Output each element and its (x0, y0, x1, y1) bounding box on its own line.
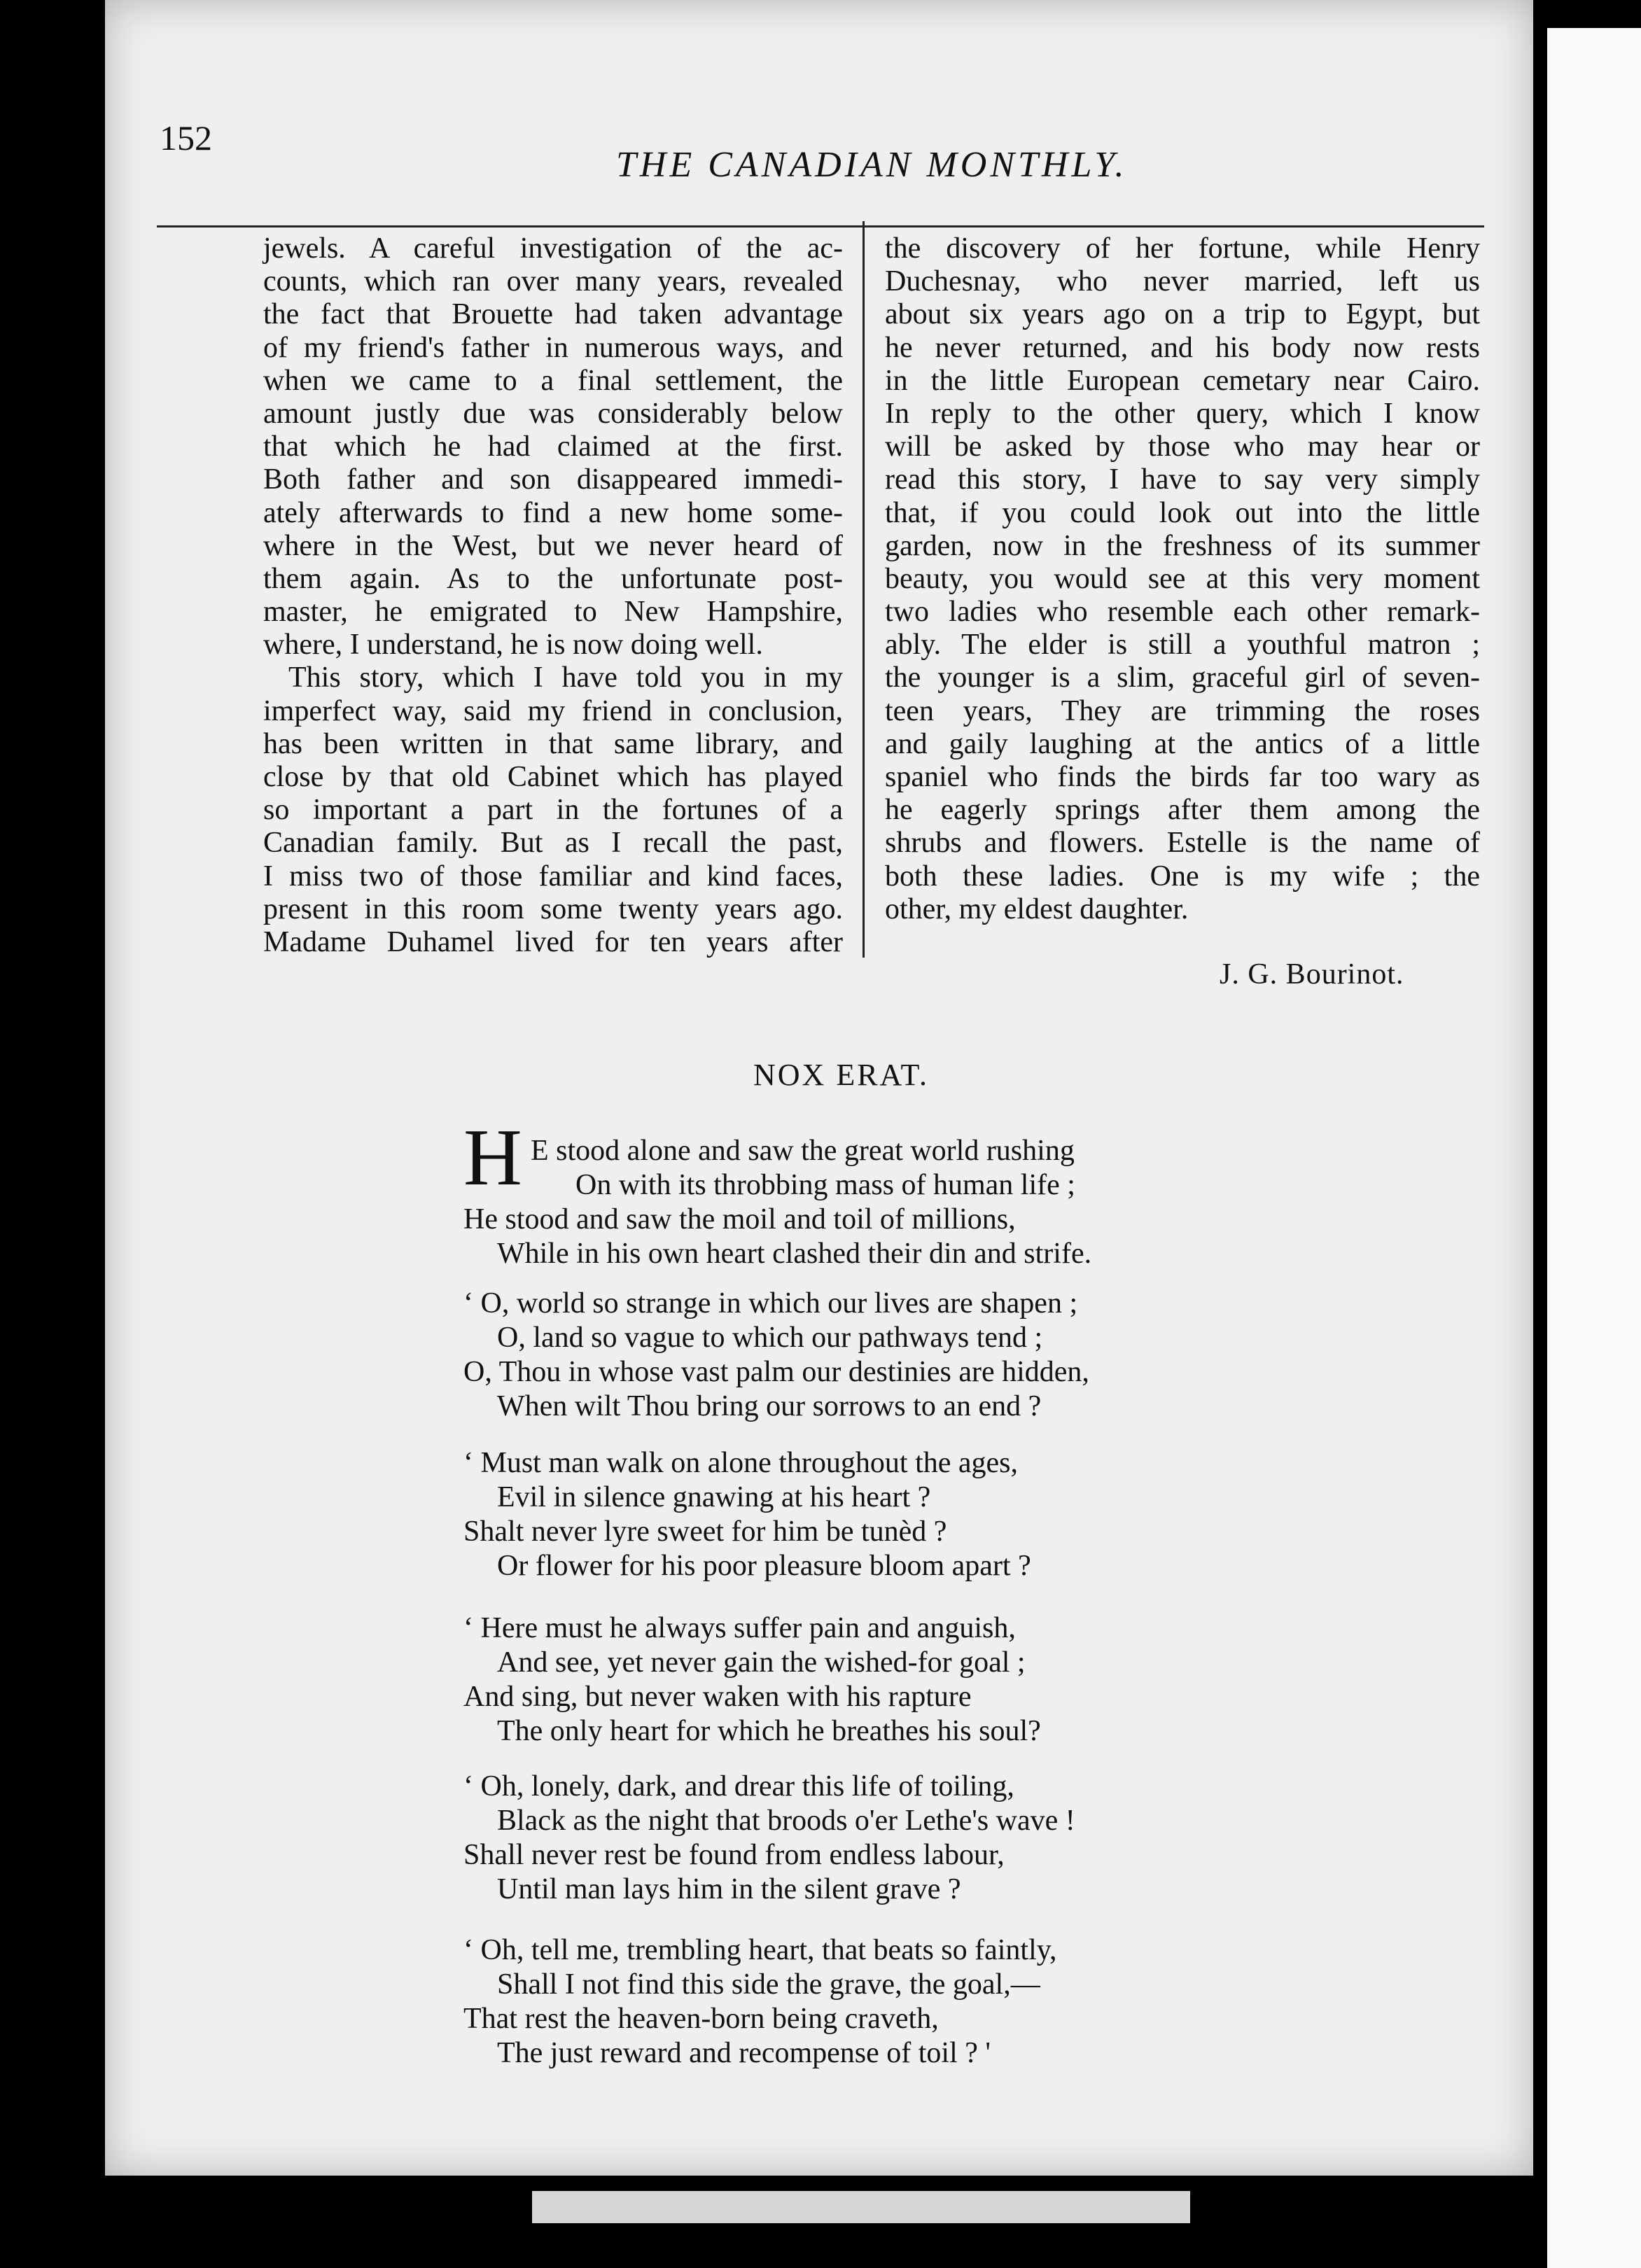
page-number: 152 (160, 118, 212, 158)
text-line: amount justly due was considerably below (263, 397, 843, 430)
poem-line: That rest the heaven-born being craveth, (463, 2003, 939, 2035)
text-line: he eagerly springs after them among the (885, 794, 1480, 827)
left-column (263, 232, 843, 959)
poem-line: ‘ O, world so strange in which our lives are shapen ; (463, 1287, 1078, 1320)
journal-page (105, 0, 1533, 2176)
poem-line: The just reward and recompense of toil ? ' (497, 2037, 991, 2069)
text-line: in the little European cemetary near Cairo. (885, 364, 1480, 397)
poem-line: On with its throbbing mass of human life ; (575, 1169, 1075, 1201)
poem-line: Evil in silence gnawing at his heart ? (497, 1481, 931, 1513)
text-line: jewels. A careful investigation of the ac- (263, 232, 843, 265)
text-line: spaniel who finds the birds far too wary as (885, 761, 1480, 793)
text-line: two ladies who resemble each other remark- (885, 596, 1480, 629)
text-line: beauty, you would see at this very moment (885, 562, 1480, 595)
poem-line: ‘ Here must he always suffer pain and anguish, (463, 1612, 1016, 1644)
text-line: that, if you could look out into the little (885, 496, 1480, 529)
text-line: other, my eldest daughter. (885, 892, 1189, 925)
text-line: read this story, I have to say very simply (885, 463, 1480, 496)
text-line: where in the West, but we never heard of (263, 529, 843, 562)
poem-line: Shalt never lyre sweet for him be tunèd ? (463, 1516, 947, 1548)
text-line: both these ladies. One is my wife ; the (885, 860, 1480, 892)
text-line: he never returned, and his body now rests (885, 331, 1480, 364)
text-line: Duchesnay, who never married, left us (885, 265, 1480, 298)
poem-line: E stood alone and saw the great world rushing (531, 1135, 1075, 1167)
poem-stanza (463, 1611, 1041, 1749)
author-signature: J. G. Bourinot. (1220, 958, 1404, 990)
text-line: garden, now in the freshness of its summer (885, 529, 1480, 562)
poem-line: While in his own heart clashed their din and strife. (497, 1238, 1092, 1270)
poem-line: O, Thou in whose vast palm our destinies are hidden, (463, 1356, 1089, 1388)
page-fold-shadow (532, 2191, 1190, 2223)
text-line: I miss two of those familiar and kind faces, (263, 860, 843, 892)
text-line: ately afterwards to find a new home some- (263, 496, 843, 529)
text-line: Madame Duhamel lived for ten years after (263, 925, 843, 958)
poem-stanza (463, 1287, 1089, 1424)
poem-line: ‘ Oh, tell me, trembling heart, that beats so faintly, (463, 1934, 1057, 1966)
poem-stanza (463, 1134, 1091, 1271)
poem-line: He stood and saw the moil and toil of millions, (463, 1203, 1016, 1236)
text-line: This story, which I have told you in my (288, 662, 843, 694)
text-line: where, I understand, he is now doing well. (263, 629, 763, 662)
text-line: ably. The elder is still a youthful matron ; (885, 629, 1480, 662)
text-line: teen years, They are trimming the roses (885, 694, 1480, 727)
text-line: Canadian family. But as I recall the past, (263, 827, 843, 860)
poem-line: Black as the night that broods o'er Lethe's wave ! (497, 1805, 1075, 1837)
poem-line: Shall never rest be found from endless labour, (463, 1839, 1005, 1871)
poem-line: Until man lays him in the silent grave ? (497, 1873, 961, 1905)
poem-line: ‘ Must man walk on alone throughout the ages, (463, 1447, 1019, 1479)
text-line: counts, which ran over many years, revealed (263, 265, 843, 298)
text-line: the younger is a slim, graceful girl of seven- (885, 662, 1480, 694)
text-line: shrubs and flowers. Estelle is the name of (885, 827, 1480, 860)
poem-stanza (463, 1770, 1075, 1907)
column-divider (863, 221, 865, 958)
text-line: In reply to the other query, which I know (885, 397, 1480, 430)
poem-line: And sing, but never waken with his rapture (463, 1681, 972, 1713)
poem-line: And see, yet never gain the wished-for goal ; (497, 1646, 1026, 1679)
running-head: THE CANADIAN MONTHLY. (616, 145, 1128, 185)
adjacent-page-edge (1547, 28, 1641, 2268)
text-line: them again. As to the unfortunate post- (263, 562, 843, 595)
right-column (885, 232, 1480, 926)
text-line: that which he had claimed at the first. (263, 430, 843, 463)
text-line: master, he emigrated to New Hampshire, (263, 596, 843, 629)
text-line: Both father and son disappeared immedi- (263, 463, 843, 496)
poem-line: ‘ Oh, lonely, dark, and drear this life of toiling, (463, 1770, 1014, 1802)
poem-line: Shall I not find this side the grave, the goal,— (497, 1968, 1040, 2001)
text-line: the discovery of her fortune, while Henry (885, 232, 1480, 265)
poem-title: NOX ERAT. (753, 1058, 930, 1092)
text-line: will be asked by those who may hear or (885, 430, 1480, 463)
text-line: so important a part in the fortunes of a (263, 794, 843, 827)
text-line: of my friend's father in numerous ways, and (263, 331, 843, 364)
poem-line: O, land so vague to which our pathways tend ; (497, 1322, 1043, 1354)
text-line: imperfect way, said my friend in conclusion, (263, 694, 843, 727)
text-line: when we came to a final settlement, the (263, 364, 843, 397)
poem-line: Or flower for his poor pleasure bloom apart ? (497, 1550, 1031, 1582)
poem-stanza (463, 1933, 1057, 2071)
poem-line: When wilt Thou bring our sorrows to an end ? (497, 1390, 1042, 1422)
text-line: about six years ago on a trip to Egypt, but (885, 298, 1480, 331)
text-line: close by that old Cabinet which has played (263, 761, 843, 793)
drop-cap: H (463, 1113, 522, 1203)
poem-line: The only heart for which he breathes his soul? (497, 1715, 1041, 1747)
text-line: and gaily laughing at the antics of a little (885, 727, 1480, 760)
poem-stanza (463, 1446, 1031, 1583)
text-line: present in this room some twenty years ago. (263, 892, 843, 925)
text-line: has been written in that same library, and (263, 727, 843, 760)
header-rule (157, 225, 1484, 227)
text-line: the fact that Brouette had taken advantage (263, 298, 843, 331)
